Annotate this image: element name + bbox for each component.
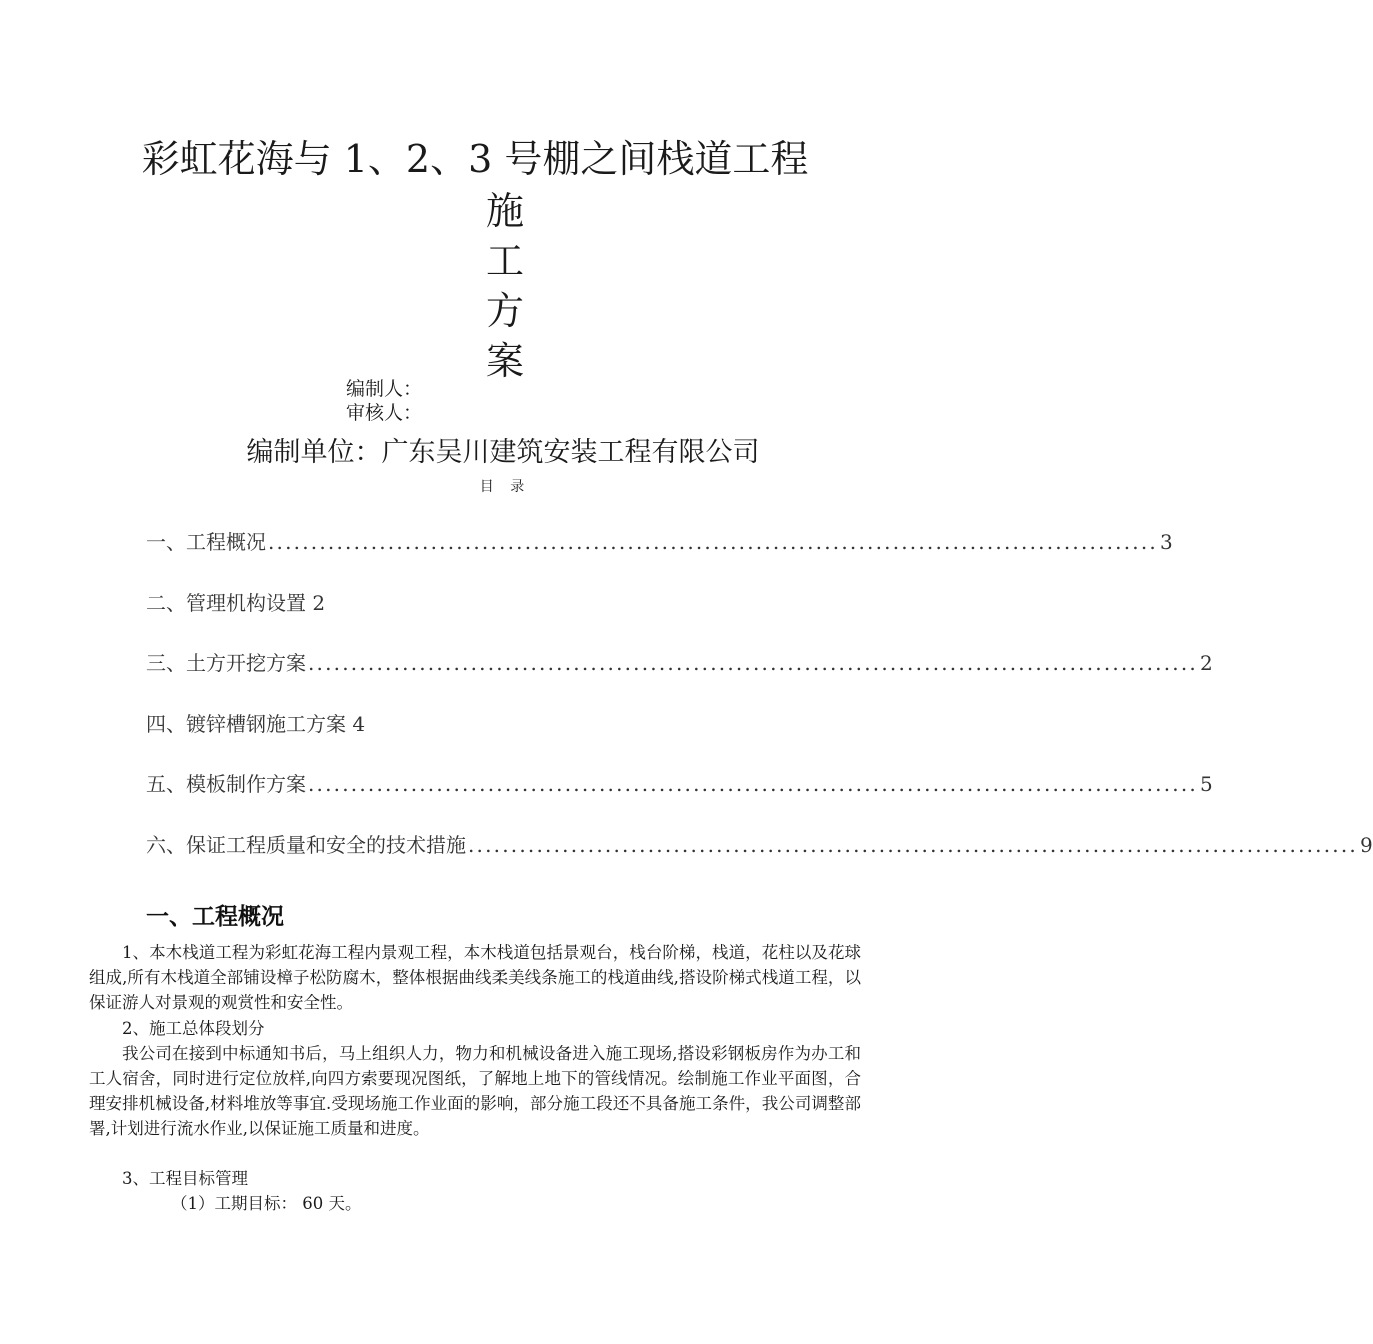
toc-leader-dots: ........................................................................................................	[468, 833, 1358, 857]
toc-item[interactable]	[146, 708, 862, 736]
document-title: 彩虹花海与 1、2、3 号棚之间栈道工程	[141, 137, 809, 181]
toc-item-label: 四、镀锌槽钢施工方案 4	[146, 712, 366, 736]
paragraph-subheading: 2、施工总体段划分	[122, 1019, 265, 1038]
toc-leader-dots: ........................................................................................................	[268, 530, 1158, 554]
toc-item[interactable]	[146, 768, 1213, 796]
title-char-an: 案	[485, 339, 524, 383]
toc-leader-dots: ........................................................................................................	[308, 772, 1198, 796]
toc-item[interactable]	[146, 647, 1213, 675]
toc-item-label: 三、土方开挖方案	[146, 651, 306, 675]
section-heading: 一、工程概况	[146, 904, 284, 930]
title-char-gong: 工	[485, 239, 524, 283]
toc-item-label: 一、工程概况	[146, 530, 266, 554]
title-char-fang: 方	[485, 289, 524, 333]
paragraph-subheading: 3、工程目标管理	[122, 1169, 248, 1188]
title-char-shi: 施	[485, 189, 524, 233]
toc-item-label: 五、模板制作方案	[146, 772, 306, 796]
toc-item[interactable]	[146, 587, 862, 615]
toc-item-page: 5	[1199, 772, 1213, 796]
compiling-unit: 编制单位：广东吴川建筑安装工程有限公司	[246, 437, 760, 468]
paragraph-deployment: 我公司在接到中标通知书后，马上组织人力，物力和机械设备进入施工现场,搭设彩钢板房作为办工和工人宿舍，同时进行定位放样,向四方索要现况图纸，了解地上地下的管线情况。绘制施工作业平面图，合理安排机械设备,材料堆放等事宜.受现场施工作业面的影响，部分施工段还不具备施工条件，我公司调整部署,计划进行流水作业,以保证施工质量和进度。	[89, 1044, 861, 1138]
toc-leader-dots: ........................................................................................................	[308, 651, 1198, 675]
toc-heading: 目 录	[479, 479, 531, 495]
toc-item-page: 3	[1159, 530, 1173, 554]
toc-item[interactable]	[146, 829, 1373, 857]
paragraph-schedule-target: （1）工期目标： 60 天。	[171, 1194, 362, 1213]
paragraph-overview: 1、本木栈道工程为彩虹花海工程内景观工程，本木栈道包括景观台，栈台阶梯，栈道，花柱以及花球组成,所有木栈道全部铺设樟子松防腐木，整体根据曲线柔美线条施工的栈道曲线,搭设阶梯式栈道工程，以保证游人对景观的观赏性和安全性。	[89, 943, 861, 1012]
compiler-label: 编制人：	[346, 378, 423, 400]
toc-item-page: 9	[1359, 833, 1373, 857]
toc-item-page: 2	[1199, 651, 1213, 675]
toc-item-label: 六、保证工程质量和安全的技术措施	[146, 833, 466, 857]
toc-item-label: 二、管理机构设置 2	[146, 591, 326, 615]
reviewer-label: 审核人：	[346, 402, 423, 424]
toc-item[interactable]	[146, 526, 1173, 554]
